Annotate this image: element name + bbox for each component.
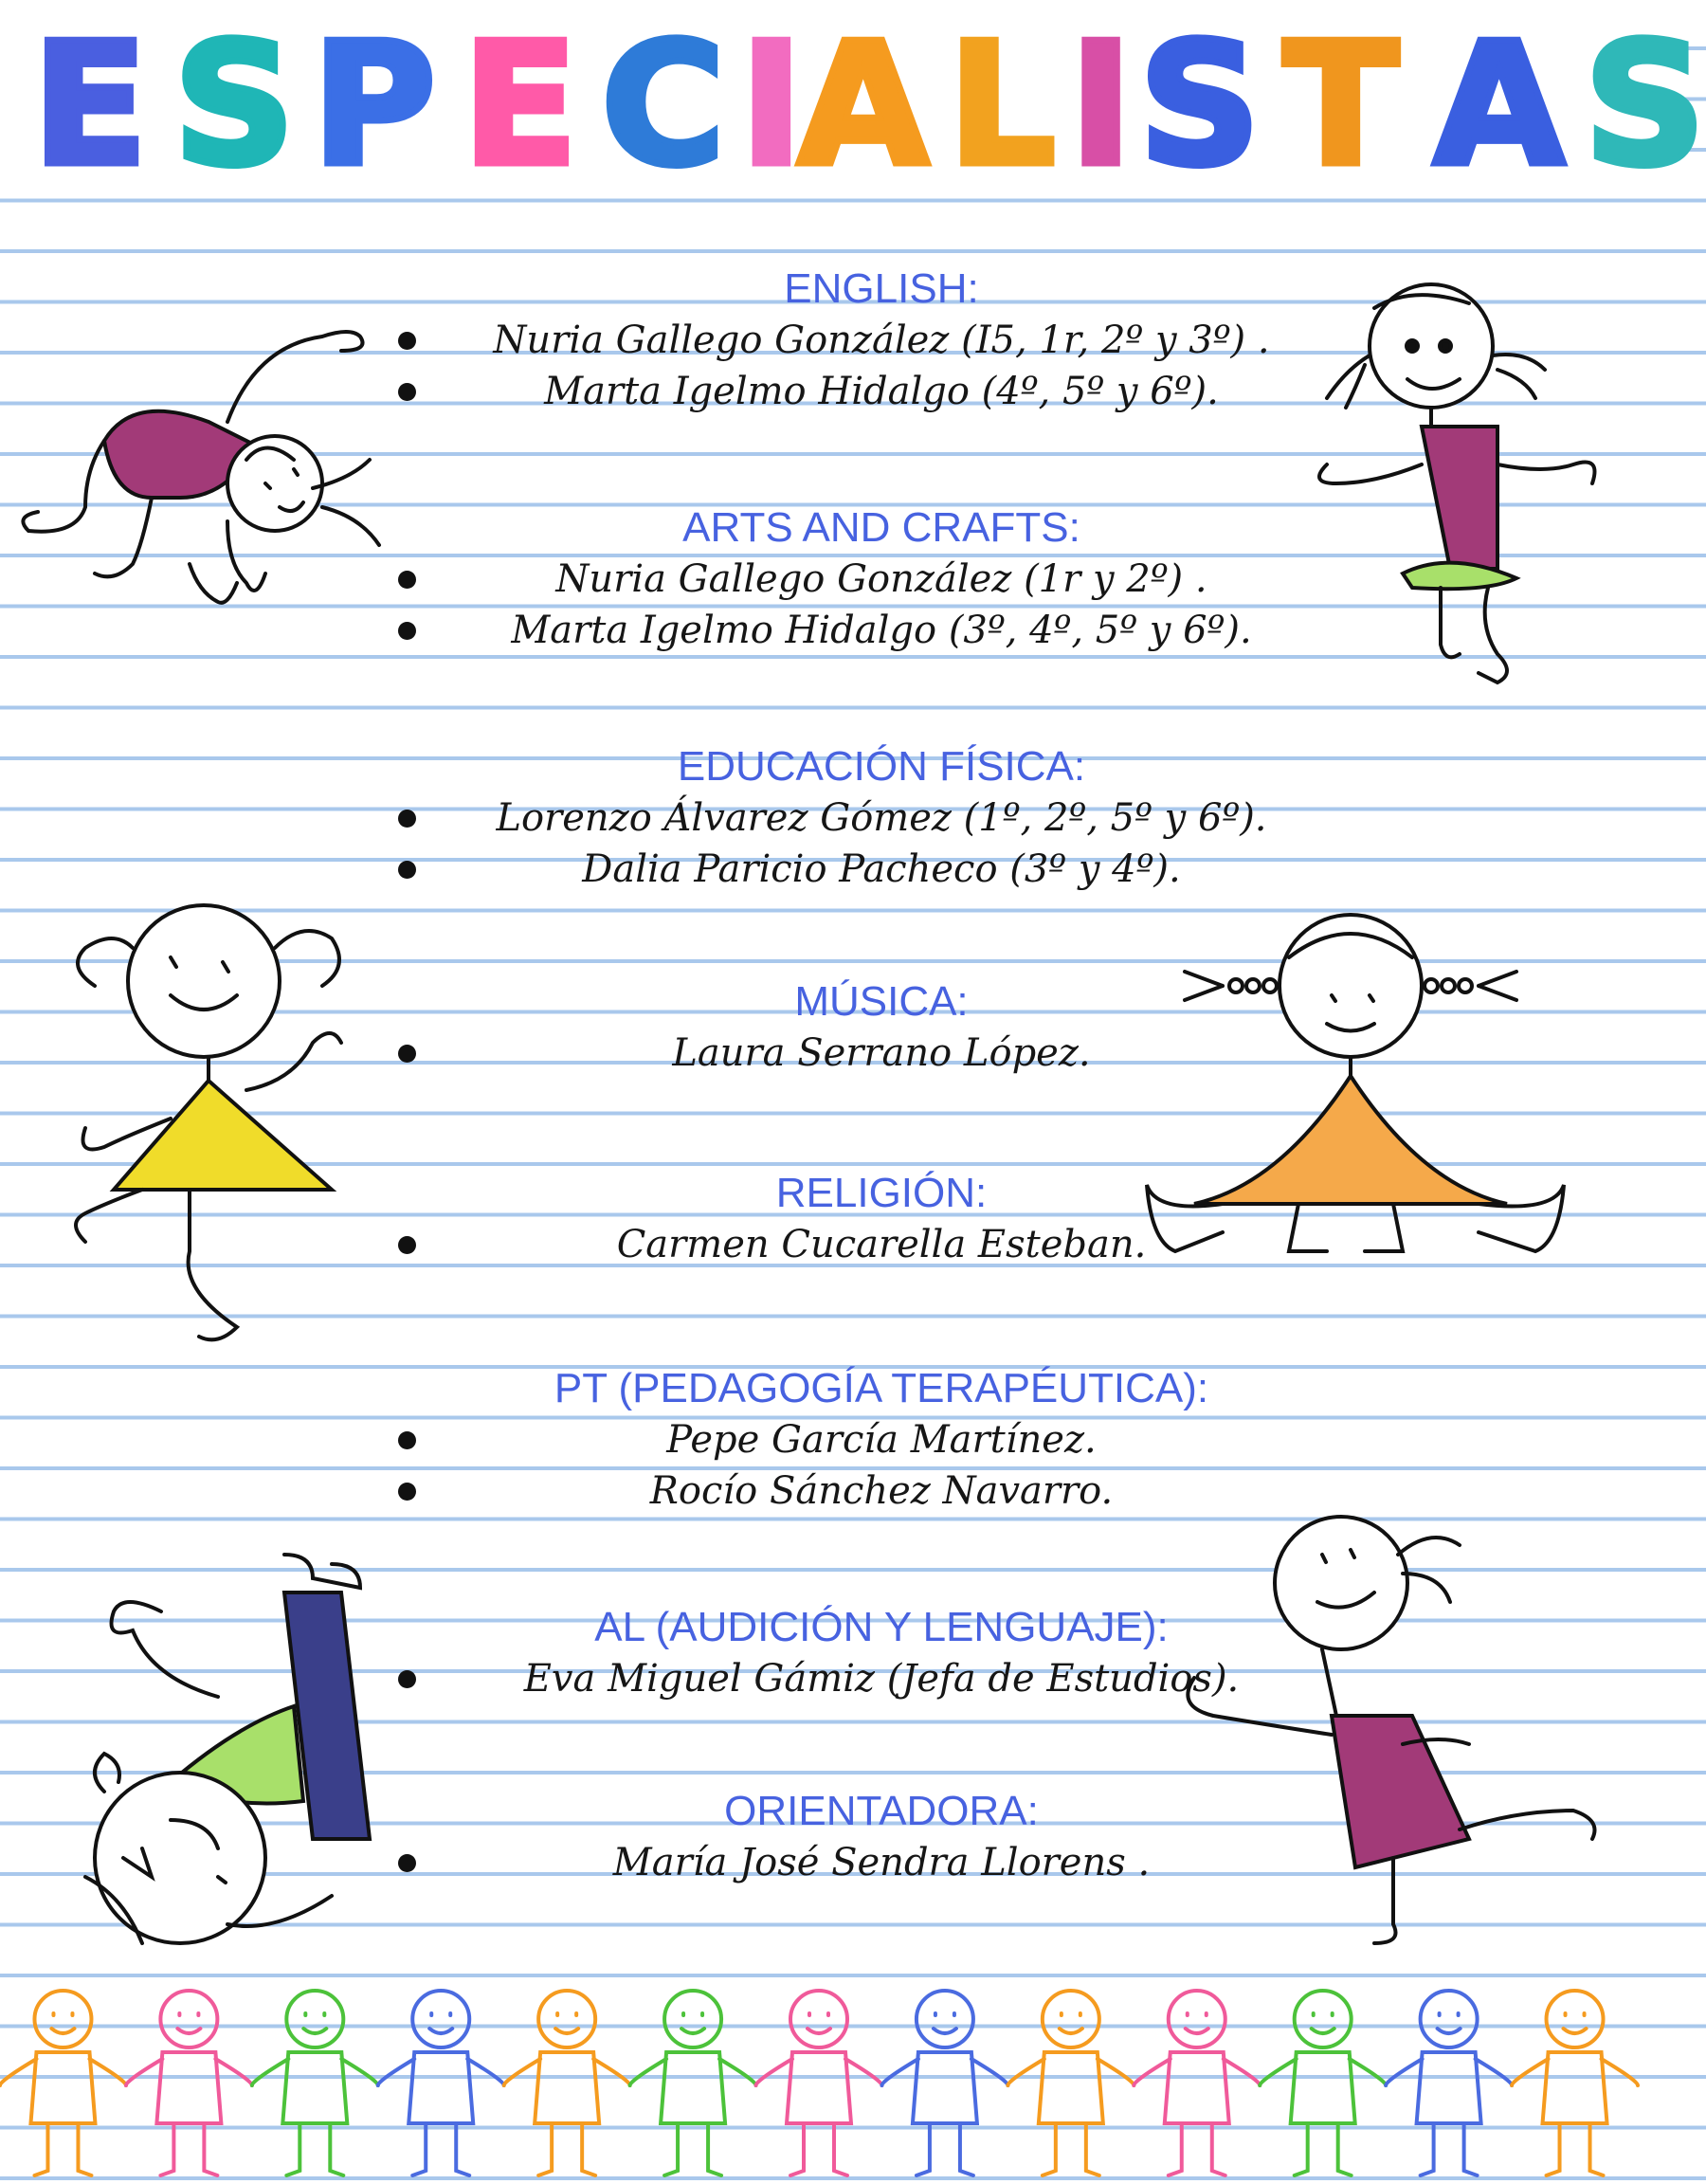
girl-orange-dress-illustration bbox=[1137, 901, 1583, 1280]
girl-magenta-dress-illustration bbox=[1270, 265, 1630, 701]
list-item: Dalia Paricio Pacheco (3º y 4º). bbox=[398, 844, 1365, 895]
row-kid-figure bbox=[756, 1991, 882, 2175]
section-heading: EDUCACIÓN FÍSICA: bbox=[677, 743, 1086, 790]
girl-yellow-dress-illustration bbox=[28, 872, 370, 1356]
row-kid-figure bbox=[0, 1991, 126, 2175]
title-letter: A bbox=[1433, 7, 1565, 203]
list-item: Pepe García Martínez. bbox=[398, 1414, 1365, 1465]
title-letter: A bbox=[797, 7, 929, 203]
kids-holding-hands-border bbox=[0, 1981, 1638, 2184]
row-kid-figure bbox=[1260, 1991, 1386, 2175]
section-heading: MÚSICA: bbox=[794, 978, 969, 1025]
section-pt bbox=[398, 1363, 1365, 1517]
cartwheel-kid-illustration bbox=[28, 1536, 408, 1943]
row-kid-figure bbox=[1134, 1991, 1260, 2175]
title-letter: E bbox=[32, 7, 148, 203]
title-letter: C bbox=[601, 7, 726, 203]
running-girl-illustration bbox=[1156, 1498, 1621, 1953]
list-item: María José Sendra Llorens . bbox=[398, 1837, 1365, 1888]
page-title bbox=[0, 0, 1706, 203]
section-heading: PT (PEDAGOGÍA TERAPÉUTICA): bbox=[554, 1365, 1209, 1411]
section-arts-and-crafts bbox=[398, 502, 1365, 656]
list-item: Eva Miguel Gámiz (Jefa de Estudios). bbox=[398, 1653, 1365, 1704]
row-kid-figure bbox=[252, 1991, 378, 2175]
bullet-icon bbox=[398, 622, 416, 640]
crawling-kid-illustration bbox=[9, 318, 426, 611]
row-kid-figure bbox=[378, 1991, 504, 2175]
title-letter: S bbox=[1138, 7, 1261, 203]
title-letter: E bbox=[463, 7, 578, 203]
title-letter: I bbox=[739, 7, 804, 203]
row-kid-figure bbox=[504, 1991, 630, 2175]
bullet-icon bbox=[398, 1236, 416, 1254]
row-kid-figure bbox=[881, 1991, 1007, 2175]
row-kid-figure bbox=[630, 1991, 756, 2175]
bullet-icon bbox=[398, 1483, 416, 1501]
title-letter: I bbox=[1069, 7, 1133, 203]
list-item: Marta Igelmo Hidalgo (4º, 5º y 6º). bbox=[398, 366, 1365, 417]
section-heading: AL (AUDICIÓN Y LENGUAJE): bbox=[594, 1604, 1169, 1650]
bullet-icon bbox=[398, 810, 416, 828]
list-item: Carmen Cucarella Esteban. bbox=[398, 1219, 1365, 1270]
section-heading: ORIENTADORA: bbox=[724, 1788, 1039, 1834]
section-english bbox=[398, 264, 1365, 417]
row-kid-figure bbox=[1386, 1991, 1512, 2175]
section-heading: ARTS AND CRAFTS: bbox=[682, 504, 1080, 551]
title-letter: T bbox=[1283, 7, 1399, 203]
row-kid-figure bbox=[1512, 1991, 1638, 2175]
list-item: Nuria Gallego González (1r y 2º) . bbox=[398, 554, 1365, 605]
section-heading: RELIGIÓN: bbox=[775, 1170, 988, 1216]
bullet-icon bbox=[398, 1431, 416, 1449]
title-letter: L bbox=[948, 7, 1056, 203]
list-item: Rocío Sánchez Navarro. bbox=[398, 1465, 1365, 1517]
list-item: Nuria Gallego González (I5, 1r, 2º y 3º) . bbox=[398, 315, 1365, 366]
row-kid-figure bbox=[126, 1991, 252, 2175]
title-letter: S bbox=[1584, 7, 1706, 203]
section-educacion-fisica bbox=[398, 741, 1365, 895]
bullet-icon bbox=[398, 1045, 416, 1063]
bullet-icon bbox=[398, 861, 416, 879]
title-letter: S bbox=[173, 7, 296, 203]
row-kid-figure bbox=[1007, 1991, 1134, 2175]
list-item: Marta Igelmo Hidalgo (3º, 4º, 5º y 6º). bbox=[398, 605, 1365, 656]
list-item: Laura Serrano López. bbox=[398, 1028, 1365, 1079]
title-letter: P bbox=[312, 7, 436, 203]
list-item: Lorenzo Álvarez Gómez (1º, 2º, 5º y 6º). bbox=[398, 792, 1365, 844]
section-heading: ENGLISH: bbox=[784, 265, 979, 312]
